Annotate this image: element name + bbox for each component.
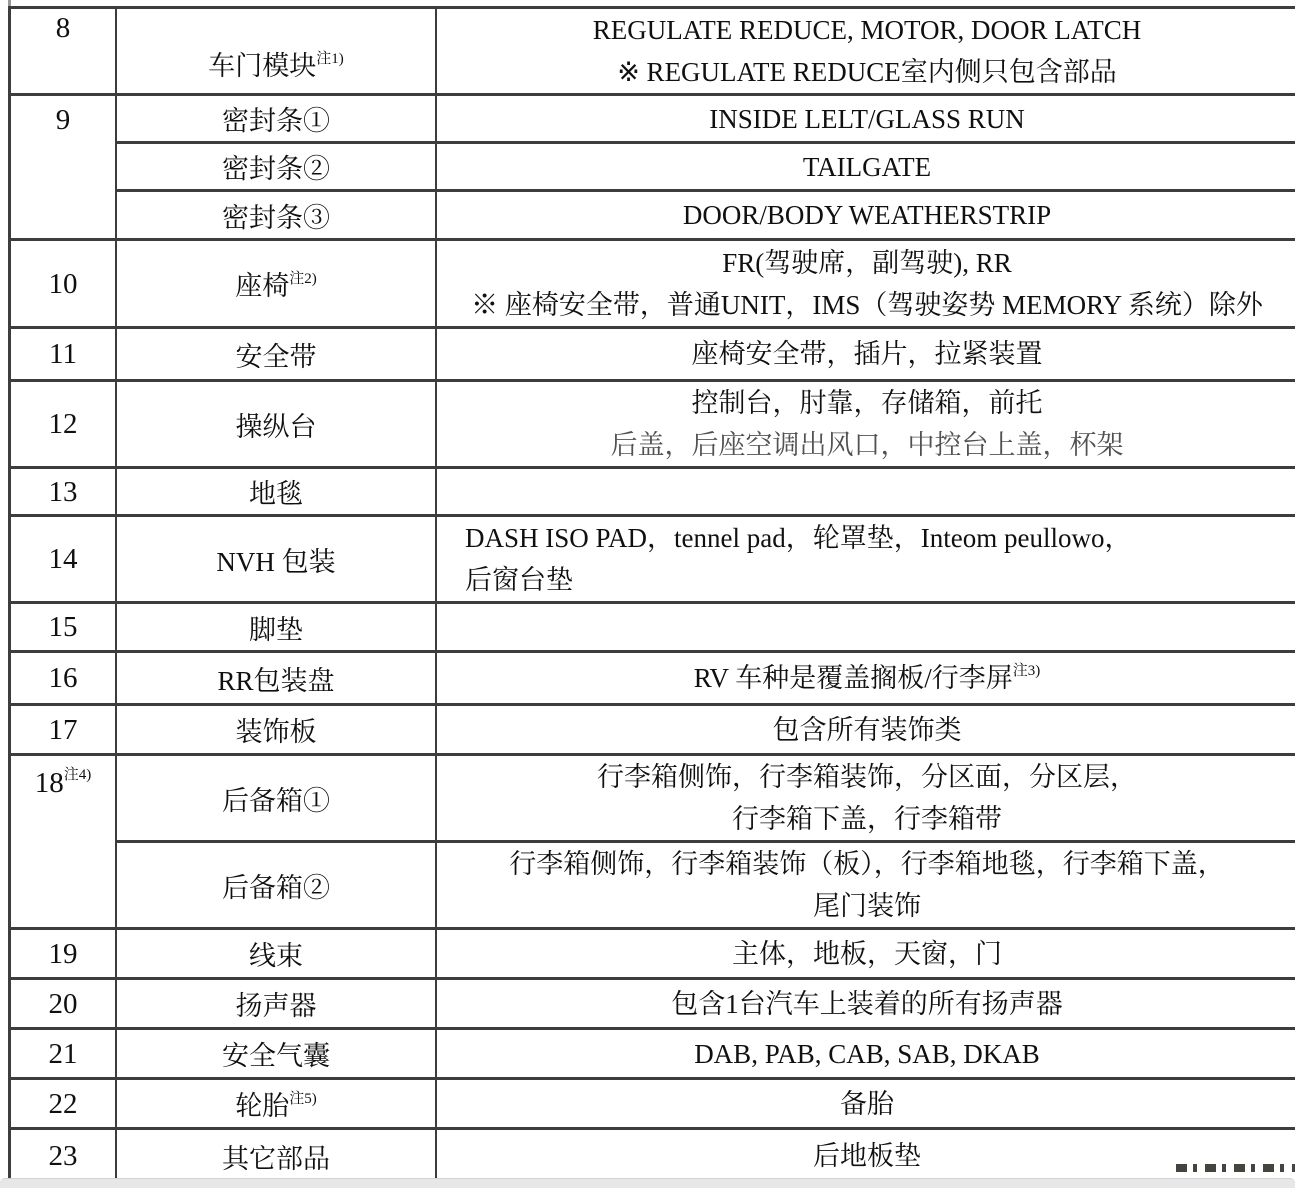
row-number: 16 [48,662,78,694]
description-line: 行李箱侧饰，行李箱装饰，分区面，分区层， [597,762,1137,792]
row-number: 19 [48,937,78,970]
description-line: FR(驾驶席，副驾驶), RR [722,247,1012,278]
row-number: 20 [48,987,78,1020]
description-cell [436,1079,1295,1129]
table-row [10,1129,1295,1184]
row-number: 10 [48,267,78,300]
table-row [10,468,1295,516]
part-name: 车门模块 [208,51,317,81]
row-number: 21 [48,1037,78,1070]
part-name-cell [116,1129,436,1184]
row-number-cell [10,705,117,755]
part-name-cell [116,929,436,979]
table-row [10,1029,1295,1079]
description-cell [436,755,1295,842]
part-name: 密封条① [222,106,330,136]
part-name-cell [116,516,436,603]
table-row [10,516,1295,603]
description-line: 行李箱侧饰，行李箱装饰（板），行李箱地毯，行李箱下盖， [509,849,1225,879]
part-name-cell [116,381,436,468]
table-row [10,929,1295,979]
row-number-cell [10,755,117,929]
table-row [10,143,1295,191]
row-number-cell [10,979,117,1029]
part-name: 安全气囊 [222,1041,330,1071]
row-number-cell [10,1029,117,1079]
footnote-ref: 注1) [316,51,344,67]
part-name: 座椅 [235,271,290,301]
description-line: 主体，地板，天窗，门 [732,938,1002,969]
table-row [10,842,1295,929]
row-number-cell [10,1129,117,1184]
table-row [10,328,1295,381]
table-row [10,705,1295,755]
row-number: 22 [48,1087,78,1120]
part-name-cell [116,328,436,381]
part-name: NVH 包装 [216,546,336,577]
description-cell [436,516,1295,603]
page-bottom-band [0,1178,1295,1188]
row-number: 8 [55,12,71,44]
description-line: DASH ISO PAD，tennel pad，轮罩垫，Inteom peullowo， [465,523,1132,553]
table-row [10,755,1295,842]
description-cell [436,1029,1295,1079]
part-name-cell [116,705,436,755]
row-number: 11 [49,338,77,370]
description-cell [436,705,1295,755]
row-number-cell [10,929,117,979]
row-number-cell [10,1079,117,1129]
part-name-cell [116,1079,436,1129]
row-number-cell [10,328,117,381]
description-cell [436,191,1295,240]
part-name: 操纵台 [235,411,317,442]
part-name-cell [116,240,436,328]
part-name-cell [116,603,436,652]
row-number: 13 [48,475,78,508]
clipped-text-fragment [1176,1164,1295,1172]
row-number-cell [10,240,117,328]
footnote-ref: 注3) [1012,663,1041,679]
row-number: 14 [48,543,78,575]
part-name-cell [116,842,436,929]
row-number-cell [10,381,117,468]
part-name-cell [116,95,436,143]
description-cell [436,381,1295,468]
description-line: 包含1台汽车上装着的所有扬声器 [671,988,1063,1019]
row-number: 12 [48,408,78,440]
part-name-cell [116,8,436,95]
description-line: 控制台，肘靠，存储箱，前托 [691,388,1043,418]
row-number-cell [10,603,117,652]
part-name-cell [116,191,436,240]
row-number: 23 [48,1140,78,1172]
part-name: 其它部品 [222,1143,330,1174]
part-name: RR包装盘 [217,665,335,696]
description-cell [436,240,1295,328]
description-cell [436,468,1295,516]
part-name: 脚垫 [249,614,303,645]
row-number: 9 [55,104,71,136]
part-name: 装饰板 [235,717,317,747]
part-name-cell [116,1029,436,1079]
description-cell [436,95,1295,143]
description-cell [436,929,1295,979]
row-number-cell [10,652,117,705]
description-line: INSIDE LELT/GLASS RUN [709,103,1025,134]
table-row [10,191,1295,240]
description-line: TAILGATE [802,151,932,182]
description-cell [436,842,1295,929]
description-cell [436,8,1295,95]
table-row [10,8,1295,95]
description-cell [436,979,1295,1029]
part-name: 轮胎 [235,1091,290,1121]
table-row [10,240,1295,328]
part-name-cell [116,143,436,191]
description-line: 包含所有装饰类 [772,714,962,745]
description-line: 备胎 [840,1088,894,1119]
part-name-cell [116,468,436,516]
part-name: 地毯 [249,479,303,509]
footnote-ref: 注4) [63,767,92,784]
table-row [10,95,1295,143]
row-number-cell [10,95,117,240]
description-line [437,657,1295,699]
description-line: 行李箱下盖，行李箱带 [732,804,1002,834]
row-number: 18 [34,767,64,799]
row-number: 17 [48,713,78,746]
description-line: 尾门装饰 [813,891,921,921]
part-name-cell [116,755,436,842]
description-text: RV 车种是覆盖搁板/行李屏 [693,663,1013,693]
part-name: 安全带 [235,341,317,372]
row-number-cell [10,468,117,516]
footnote-ref: 注2) [289,271,317,287]
description-cell [436,603,1295,652]
description-line: REGULATE REDUCE, MOTOR, DOOR LATCH [592,15,1142,45]
part-name-cell [116,979,436,1029]
table-row [10,1079,1295,1129]
part-name: 密封条③ [222,202,330,233]
row-number: 15 [48,611,78,643]
table-row [10,381,1295,468]
part-name: 后备箱② [222,872,330,903]
description-cell [436,1129,1295,1184]
part-name: 密封条② [222,154,330,184]
description-line: DAB, PAB, CAB, SAB, DKAB [694,1038,1040,1069]
description-cell [436,328,1295,381]
description-line: ※ REGULATE REDUCE室内侧只包含部品 [617,57,1117,87]
description-cell [436,652,1295,705]
part-name: 后备箱① [222,785,330,816]
table-row [10,979,1295,1029]
footnote-ref: 注5) [289,1091,317,1107]
description-line: 后地板垫 [813,1141,921,1171]
table-row [10,603,1295,652]
table-row [10,652,1295,705]
description-line: DOOR/BODY WEATHERSTRIP [682,200,1052,230]
parts-table [8,6,1295,1185]
description-line: 后盖，后座空调出风口，中控台上盖，杯架 [610,430,1124,460]
description-cell [436,143,1295,191]
row-number-cell [10,516,117,603]
row-number-cell [10,8,117,95]
part-name-cell [116,652,436,705]
description-line: 座椅安全带，插片，拉紧装置 [691,339,1043,369]
description-line: 后窗台垫 [465,565,573,595]
description-line: ※ 座椅安全带，普通UNIT，IMS（驾驶姿势 MEMORY 系统）除外 [471,289,1263,320]
part-name: 线束 [249,941,303,971]
part-name: 扬声器 [235,991,317,1021]
